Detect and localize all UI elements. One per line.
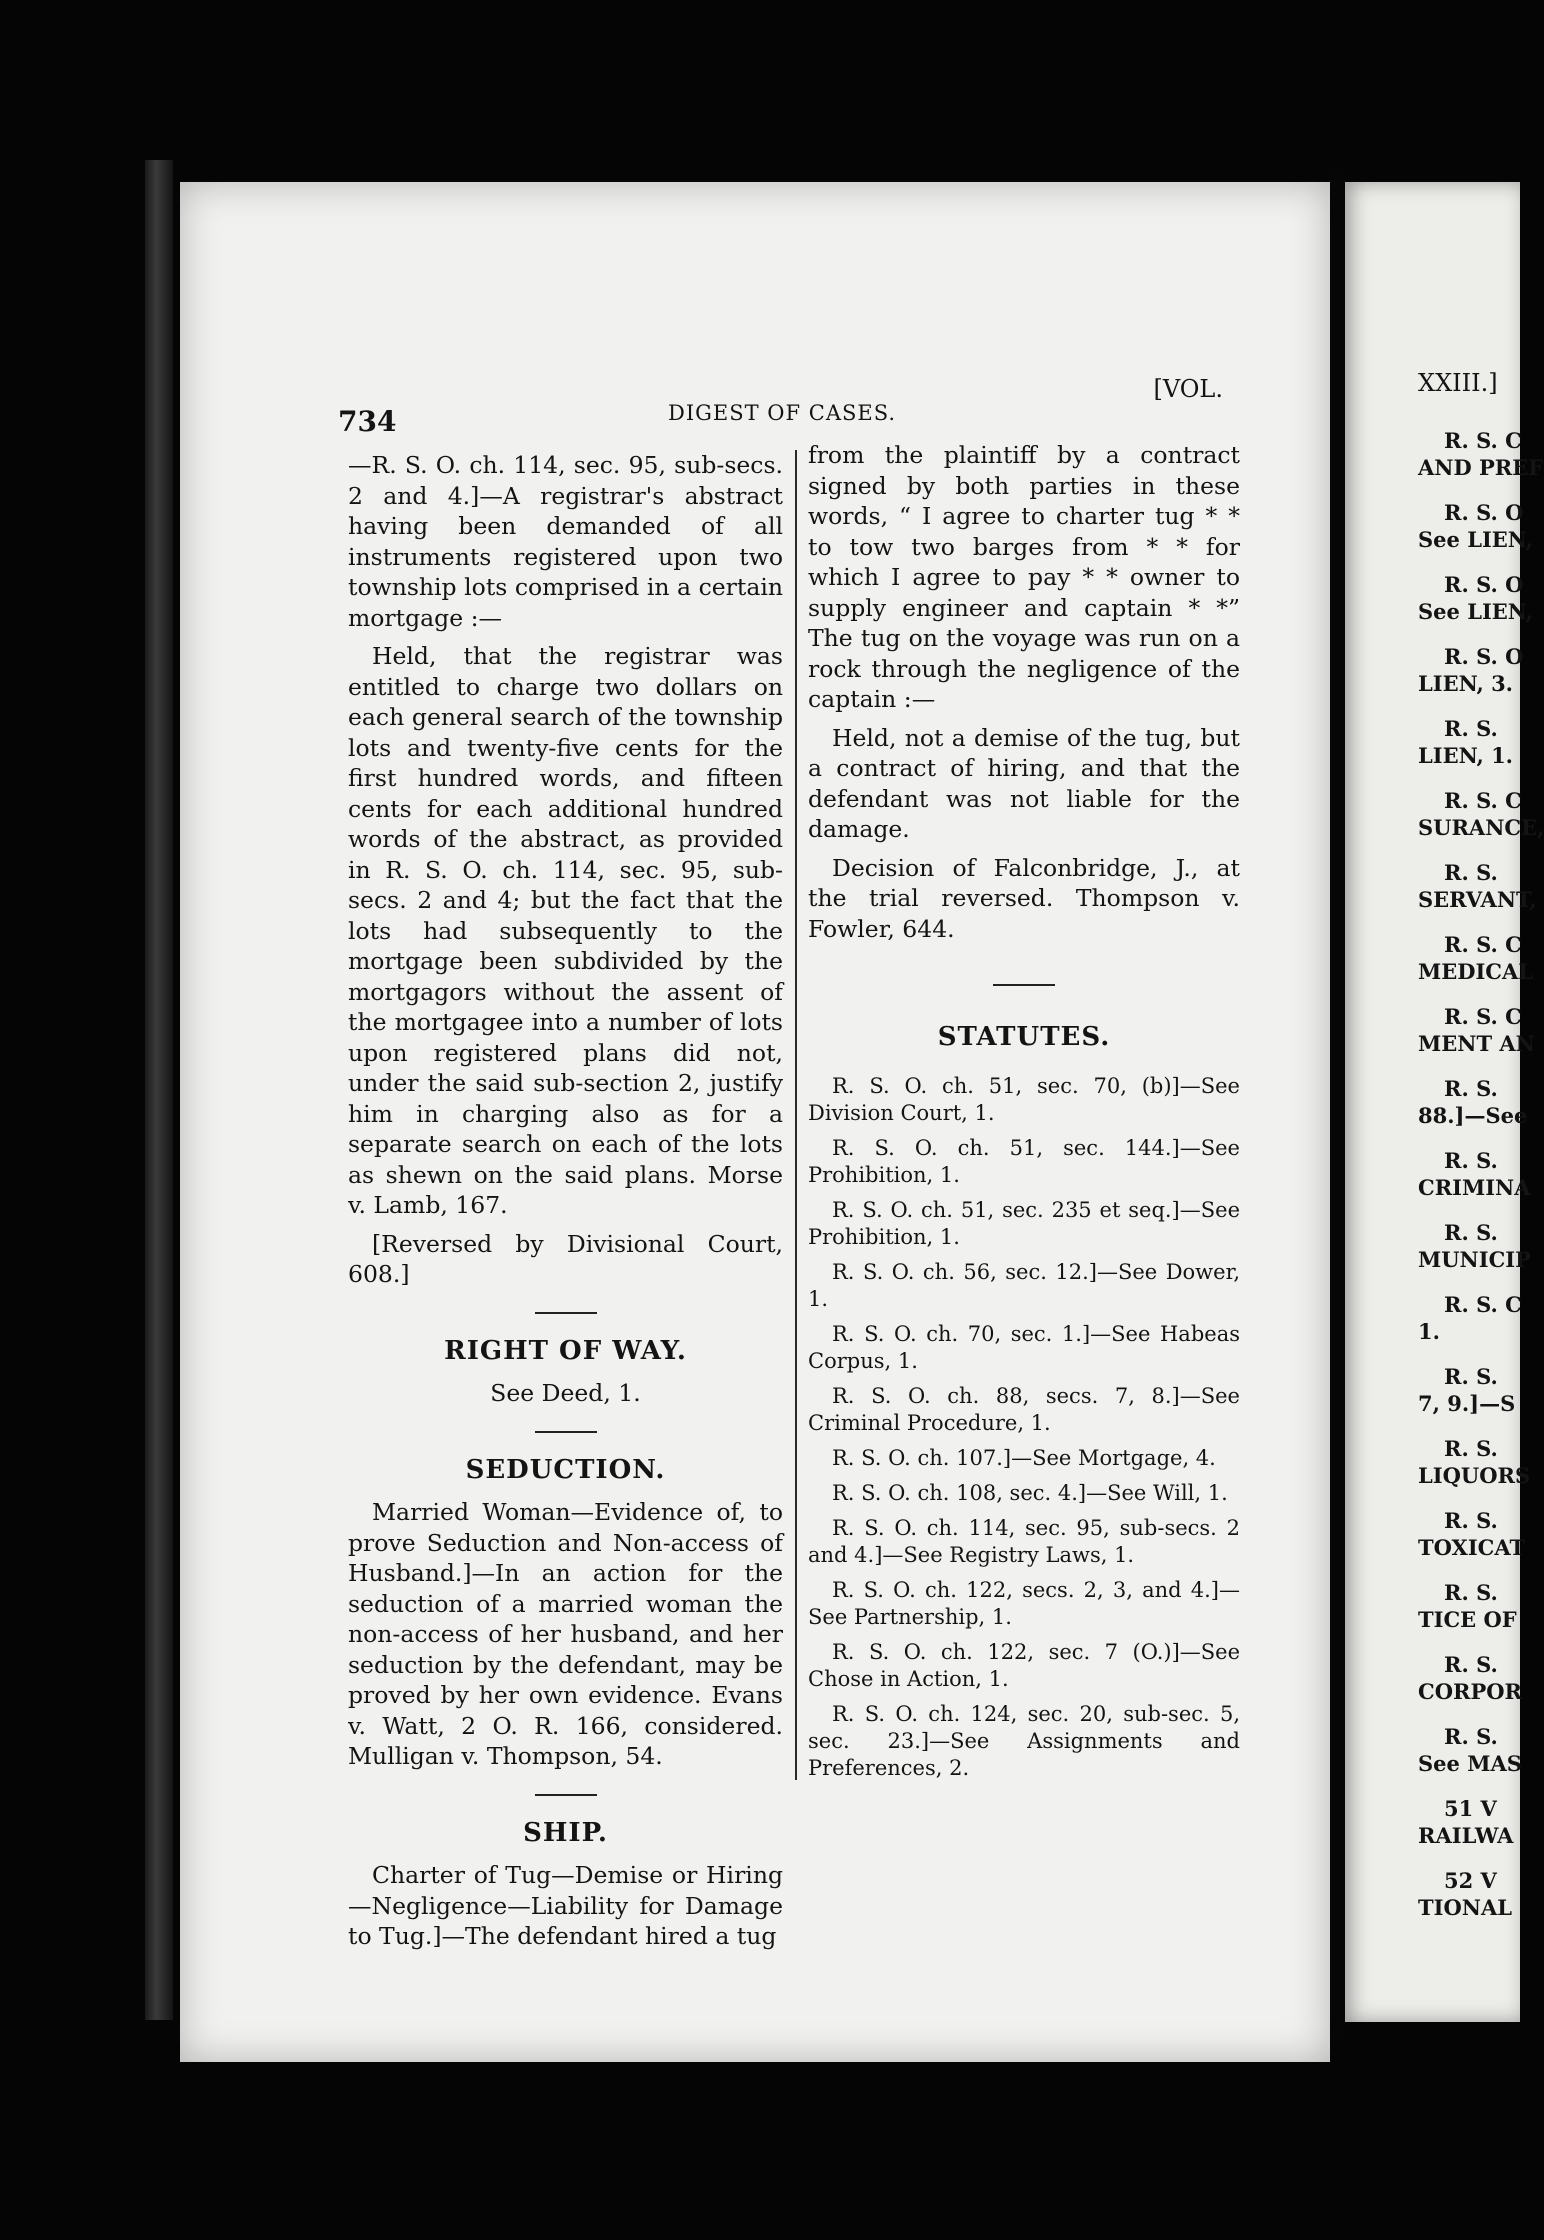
facing-fragment: See LIEN, (1418, 599, 1533, 624)
facing-fragment: SURANCE, (1418, 815, 1544, 840)
facing-fragment: R. S. C (1444, 428, 1522, 453)
section-rule (535, 1312, 597, 1314)
facing-fragment: 51 V (1444, 1796, 1497, 1821)
facing-fragment: R. S. (1444, 1364, 1498, 1389)
held-text: Held, that the registrar was entitled to charge two dollars on each general search of the township lots and twenty-five cents for the first hundred words, and fifteen cents for each additional hundred words of the abstract, as provided in R. S. O. ch. 114, sec. 95, sub-secs. 2 and 4; but the fact that the lots had subsequently to the mortgage been subdivided by the mortgagors without the assent of the mortgagee into a number of lots upon registered plans did not, under the said sub-section 2, justify him in charging also as for a separate search on each of the lots as shewn on the said plans. Morse v. Lamb, 167. (348, 642, 783, 1219)
statute-entry: R. S. O. ch. 51, sec. 144.]—See Prohibition, 1. (808, 1135, 1240, 1187)
statute-entry: R. S. O. ch. 70, sec. 1.]—See Habeas Corpus, 1. (808, 1321, 1240, 1373)
facing-fragment: MUNICIP (1418, 1247, 1531, 1272)
facing-fragment: R. S. (1444, 1076, 1498, 1101)
statute-entry: R. S. O. ch. 122, sec. 7 (O.)]—See Chose in Action, 1. (808, 1639, 1240, 1691)
facing-fragment: 88.]—See (1418, 1103, 1528, 1128)
facing-fragment: MENT AN (1418, 1031, 1535, 1056)
statute-entry: R. S. O. ch. 114, sec. 95, sub-secs. 2 and 4.]—See Registry Laws, 1. (808, 1515, 1240, 1567)
facing-fragment: AND PREF (1418, 455, 1544, 480)
heading-statutes: STATUTES. (937, 1022, 1111, 1052)
heading-ship: SHIP. (523, 1817, 608, 1848)
facing-fragment: R. S. C (1444, 1004, 1522, 1029)
held-text: Held, not a demise of the tug, but a contract of hiring, and that the defendant was not liable for the damage. (808, 723, 1240, 843)
facing-volume-label: XXIII.] (1418, 369, 1498, 397)
facing-fragment: R. S. (1444, 1220, 1498, 1245)
see-deed: See Deed, 1. (490, 1379, 641, 1407)
facing-fragment: See MAS (1418, 1751, 1522, 1776)
section-rule (993, 984, 1055, 986)
left-column (348, 450, 783, 1960)
facing-fragment: R. S. O (1444, 572, 1524, 597)
facing-fragment: 7, 9.]—S (1418, 1391, 1516, 1416)
statute-entry: R. S. O. ch. 122, secs. 2, 3, and 4.]—See Partnership, 1. (808, 1577, 1240, 1629)
heading-seduction: SEDUCTION. (465, 1454, 666, 1485)
statute-entry: R. S. O. ch. 56, sec. 12.]—See Dower, 1. (808, 1259, 1240, 1311)
section-rule (535, 1431, 597, 1433)
statute-entry: R. S. O. ch. 108, sec. 4.]—See Will, 1. (832, 1480, 1228, 1505)
page-number: 734 (338, 405, 397, 438)
facing-fragment: R. S. (1444, 860, 1498, 885)
facing-fragment: R. S. O (1444, 500, 1524, 525)
facing-fragment: SERVANT, (1418, 887, 1537, 912)
facing-fragment: R. S. O (1444, 644, 1524, 669)
column-divider (795, 450, 797, 1780)
facing-fragment: R. S. C (1444, 1292, 1522, 1317)
facing-page-strip (1418, 369, 1544, 1920)
facing-fragment: LIQUORS (1418, 1463, 1531, 1488)
facing-fragment: 52 V (1444, 1868, 1497, 1893)
statute-entry: R. S. O. ch. 107.]—See Mortgage, 4. (832, 1445, 1216, 1470)
facing-fragment: R. S. (1444, 1724, 1498, 1749)
facing-fragment: See LIEN, (1418, 527, 1533, 552)
reversed-note: [Reversed by Divisional Court, 608.] (348, 1229, 783, 1288)
facing-fragment: R. S. C (1444, 932, 1522, 957)
facing-fragment: R. S. (1444, 1508, 1498, 1533)
statutes-list (808, 1073, 1240, 1782)
facing-fragment: R. S. (1444, 1436, 1498, 1461)
statute-entry: R. S. O. ch. 51, sec. 235 et seq.]—See Prohibition, 1. (808, 1197, 1240, 1249)
entry-text: —R. S. O. ch. 114, sec. 95, sub-secs. 2 and 4.]—A registrar's abstract having been demanded of all instruments registered upon two township lots comprised in a certain mortgage :— (348, 451, 783, 632)
facing-fragment: R. S. (1444, 716, 1498, 741)
section-rule (535, 1794, 597, 1796)
volume-label: [VOL. (1153, 375, 1223, 403)
book-gutter (1330, 170, 1345, 2040)
facing-fragment: LIEN, 1. (1418, 743, 1513, 768)
facing-fragment: R. S. (1444, 1652, 1498, 1677)
facing-fragment: R. S. (1444, 1148, 1498, 1173)
heading-right-of-way: RIGHT OF WAY. (444, 1335, 687, 1366)
facing-fragment: R. S. C (1444, 788, 1522, 813)
facing-fragment: CRIMINA (1418, 1175, 1531, 1200)
facing-fragment: TICE OF (1418, 1607, 1517, 1632)
facing-fragment: LIEN, 3. (1418, 671, 1513, 696)
page-header (338, 375, 1223, 445)
right-column (808, 440, 1240, 1790)
ship-text: Charter of Tug—Demise or Hiring —Negligence—Liability for Damage to Tug.]—The defendant hired a tug (348, 1861, 783, 1950)
running-title: DIGEST OF CASES. (668, 401, 897, 425)
statute-entry: R. S. O. ch. 88, secs. 7, 8.]—See Criminal Procedure, 1. (808, 1383, 1240, 1435)
facing-fragment: CORPOR (1418, 1679, 1522, 1704)
continuation-text: from the plaintiff by a contract signed by both parties in these words, “ I agree to charter tug * * to tow two barges from * * for which I agree to pay * * owner to supply engineer and captain * *” The tug on the voyage was run on a rock through the negligence of the captain :— (808, 441, 1240, 713)
seduction-text: Married Woman—Evidence of, to prove Seduction and Non-access of Husband.]—In an action for the seduction of a married woman the non-access of her husband, and her seduction by the defendant, may be proved by her own evidence. Evans v. Watt, 2 O. R. 166, considered. Mulligan v. Thompson, 54. (348, 1498, 783, 1770)
decision-text: Decision of Falconbridge, J., at the trial reversed. Thompson v. Fowler, 644. (808, 853, 1240, 943)
statute-entry: R. S. O. ch. 51, sec. 70, (b)]—See Division Court, 1. (808, 1073, 1240, 1125)
facing-fragment: 1. (1418, 1319, 1440, 1344)
facing-fragment: R. S. (1444, 1580, 1498, 1605)
facing-fragment: RAILWA (1418, 1823, 1514, 1848)
book-edge (145, 160, 173, 2020)
facing-fragment: MEDICAL (1418, 959, 1534, 984)
facing-fragment: TOXICAT (1418, 1535, 1526, 1560)
facing-fragment: TIONAL (1418, 1895, 1512, 1920)
statute-entry: R. S. O. ch. 124, sec. 20, sub-sec. 5, sec. 23.]—See Assignments and Preferences, 2. (808, 1701, 1240, 1780)
